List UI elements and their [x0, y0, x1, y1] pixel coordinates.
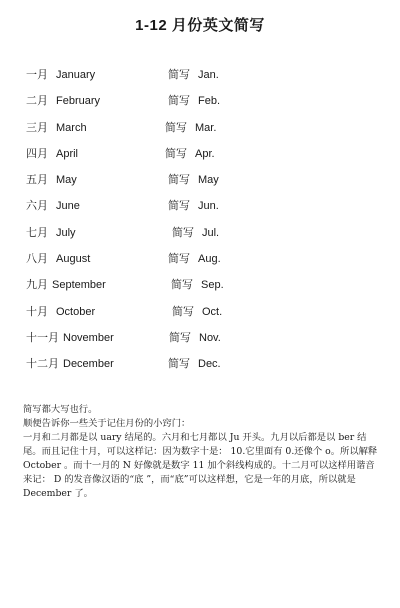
- month-cn: 二月: [26, 94, 48, 108]
- abbr-label: 简写: [165, 120, 187, 134]
- month-row-september: [26, 278, 386, 304]
- month-list: [26, 68, 386, 384]
- month-row-october: [26, 305, 386, 331]
- abbr-label: 简写: [165, 146, 187, 160]
- month-row-december: [26, 357, 386, 383]
- month-abbr: Apr.: [195, 147, 215, 160]
- page-title: 1-12 月份英文简写: [135, 17, 265, 34]
- month-abbr: Aug.: [198, 253, 221, 266]
- month-abbr: May: [198, 174, 219, 187]
- month-abbr: Mar.: [195, 121, 217, 134]
- month-cn: 五月: [26, 173, 48, 187]
- month-row-may: [26, 173, 386, 199]
- month-en: January: [56, 69, 96, 81]
- month-abbr: Jul.: [202, 226, 220, 239]
- note-paragraph: 一月和二月都是以 uary 结尾的。六月和七月都以 Ju 开头。九月以后都是以 ber 结尾。而且记住十月，可以这样记：因为数字十是： 10.它里面有 0.还像个 o。所以解释 October 。而十一月的 N 好像就是数字 11 加个斜线构成的。十二月可以这样用谐音来记： D 的发音像汉语的“底 ”，而“底”可以这样想，它是一年的月底，所以就是 December 了。: [23, 432, 378, 499]
- abbr-label: 简写: [168, 68, 190, 81]
- month-cn: 一月: [26, 68, 48, 81]
- month-abbr: Oct.: [202, 305, 223, 318]
- abbr-label: 简写: [168, 199, 190, 213]
- month-row-april: [26, 147, 386, 173]
- note-line-intro: 顺便告诉你一些关于记住月份的小窍门：: [23, 418, 191, 429]
- month-abbr: Jan.: [198, 69, 219, 81]
- month-cn: 十月: [26, 304, 48, 318]
- month-row-june: [26, 199, 386, 225]
- note-line-uppercase: 简写都大写也行。: [23, 404, 98, 415]
- month-en: October: [56, 305, 96, 318]
- abbr-label: 简写: [171, 278, 193, 292]
- month-en: December: [63, 358, 114, 371]
- month-cn: 三月: [26, 120, 48, 134]
- month-row-january: [26, 68, 386, 94]
- month-abbr: Jun.: [198, 200, 219, 213]
- month-en: February: [56, 95, 101, 108]
- month-en: November: [63, 331, 114, 344]
- abbr-label: 简写: [168, 357, 190, 371]
- month-cn: 六月: [26, 199, 48, 213]
- month-row-march: [26, 121, 386, 147]
- month-row-july: [26, 226, 386, 252]
- month-abbr: Nov.: [199, 331, 221, 344]
- month-cn: 四月: [26, 146, 48, 160]
- month-abbr: Dec.: [198, 358, 221, 371]
- month-en: April: [56, 147, 79, 160]
- abbr-label: 简写: [168, 252, 190, 266]
- month-row-august: [26, 252, 386, 278]
- month-row-february: [26, 94, 386, 120]
- month-cn: 九月: [26, 278, 48, 292]
- month-abbr: Feb.: [198, 95, 221, 108]
- month-en: September: [52, 279, 106, 292]
- month-en: May: [56, 174, 77, 187]
- month-en: July: [56, 226, 76, 239]
- month-en: June: [56, 200, 80, 213]
- month-en: March: [56, 121, 87, 134]
- abbr-label: 简写: [172, 225, 194, 239]
- memory-tips: [23, 403, 383, 501]
- abbr-label: 简写: [168, 94, 190, 108]
- abbr-label: 简写: [168, 173, 190, 187]
- month-en: August: [56, 253, 91, 266]
- month-row-november: [26, 331, 386, 357]
- month-cn: 十二月: [26, 357, 59, 371]
- month-abbr: Sep.: [201, 279, 224, 292]
- month-cn: 七月: [26, 225, 48, 239]
- month-cn: 八月: [26, 252, 48, 266]
- abbr-label: 简写: [172, 304, 194, 318]
- month-cn: 十一月: [26, 330, 59, 344]
- abbr-label: 简写: [169, 330, 191, 344]
